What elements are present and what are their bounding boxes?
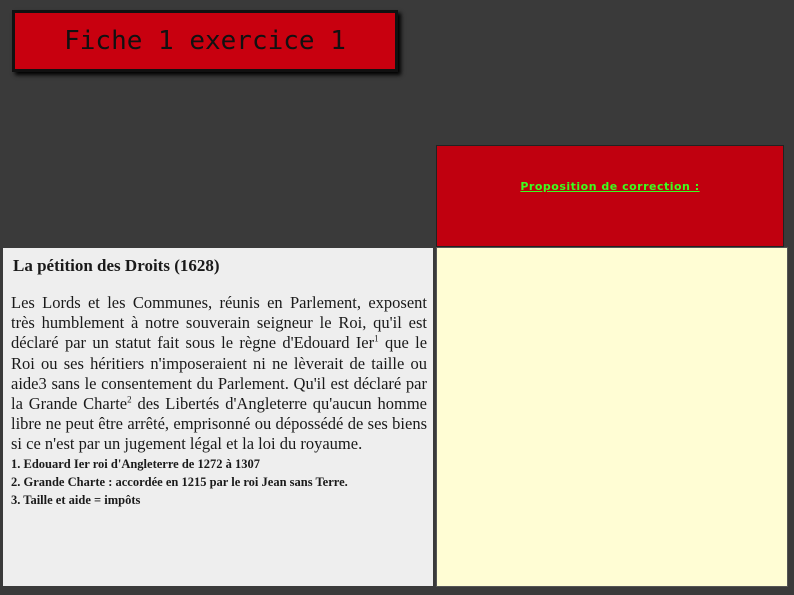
correction-label: Proposition de correction : <box>520 180 700 193</box>
footnote: 1. Edouard Ier roi d'Angleterre de 1272 à 1307 <box>11 456 260 471</box>
source-document <box>3 248 433 586</box>
slide-title-box <box>12 10 398 72</box>
slide-title: Fiche 1 exercice 1 <box>64 26 346 56</box>
document-title: La pétition des Droits (1628) <box>13 256 220 275</box>
paragraph-text-2: que le Roi ou ses héritiers n'imposeraient ni ne lèverait de taille ou aide3 sans le consentement du Parlement. Qu'il est déclaré par la Grande Charte <box>11 333 428 414</box>
footnote-ref-1: 1 <box>374 333 379 344</box>
footnote: 3. Taille et aide = impôts <box>11 492 141 507</box>
footnote: 2. Grande Charte : accordée en 1215 par le roi Jean sans Terre. <box>11 474 348 489</box>
footnotes <box>11 455 427 509</box>
paragraph-text-3: des Libertés d'Angleterre qu'aucun homme libre ne peut être arrêté, emprisonné ou dépossédé de ses biens si ce n'est par un jugement légal et la loi du royaume. <box>11 394 427 454</box>
correction-answer-area <box>436 247 788 587</box>
correction-header-panel <box>436 145 784 247</box>
document-paragraph <box>11 293 427 455</box>
paragraph-text-1: Les Lords et les Communes, réunis en Parlement, exposent très humblement à notre souverain seigneur le Roi, qu'il est déclaré par un statut fait sous le règne d'Edouard Ier <box>11 293 427 353</box>
footnote-ref-2: 2 <box>127 394 132 405</box>
